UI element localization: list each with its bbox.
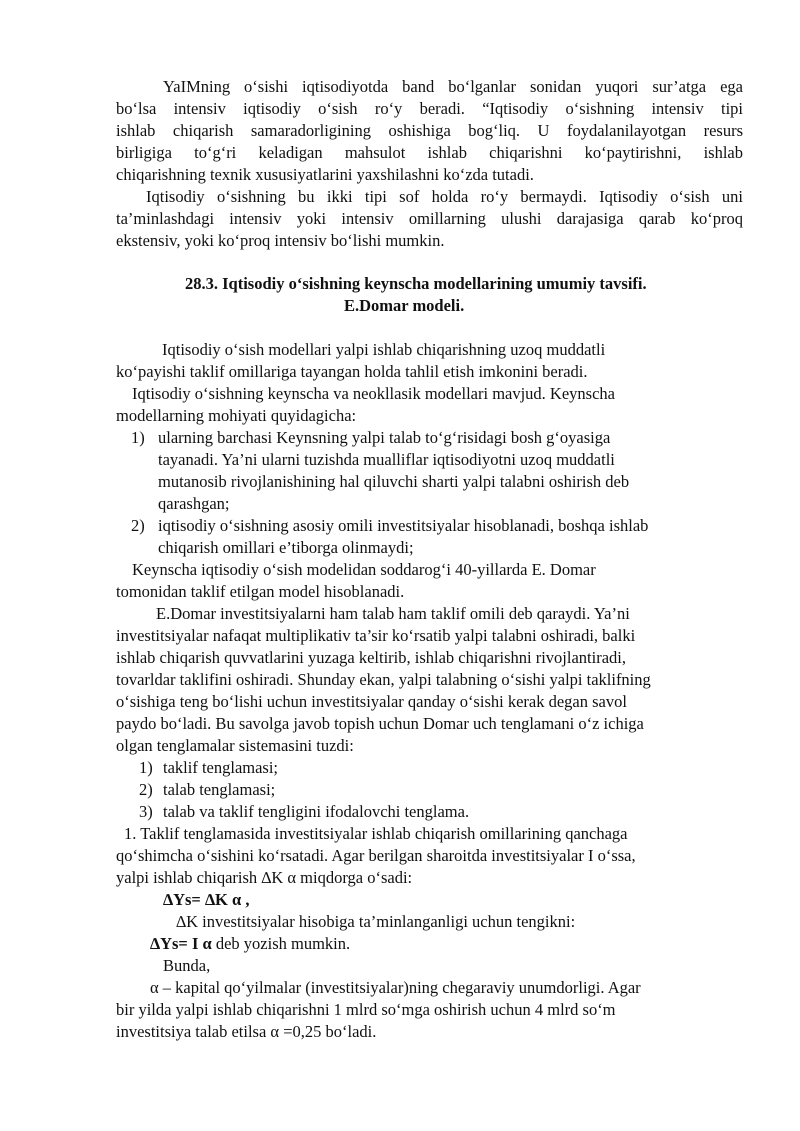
list-number: 3) (139, 802, 153, 821)
list-number: 1) (131, 428, 145, 447)
paragraph-line: Iqtisodiy o‘sish modellari yalpi ishlab chiqarishning uzoq muddatli (162, 340, 606, 359)
formula: ∆Ys= ∆K α , (163, 890, 250, 909)
paragraph-line: olgan tenglamalar sistemasini tuzdi: (116, 736, 354, 755)
paragraph-line: yalpi ishlab chiqarish ∆K α miqdorga o‘sadi: (116, 868, 413, 887)
section-heading: 28.3. Iqtisodiy o‘sishning keynscha modellarining umumiy tavsifi. (185, 274, 647, 293)
paragraph-line: YaIMning o‘sishi iqtisodiyotda band bo‘lganlar sonidan yuqori sur’atga ega (163, 77, 743, 96)
list-number: 2) (131, 516, 145, 535)
list-number: 2) (139, 780, 153, 799)
formula: ∆Ys= I α (150, 934, 212, 953)
paragraph-line: Iqtisodiy o‘sishning keynscha va neokllasik modellari mavjud. Keynscha (132, 384, 615, 403)
paragraph-line: investitsiya talab etilsa α =0,25 bo‘ladi. (116, 1022, 377, 1041)
list-item: ularning barchasi Keynsning yalpi talab to‘g‘risidagi bosh g‘oyasiga (158, 428, 611, 447)
paragraph-line: ishlab chiqarish quvvatlarini yuzaga keltirib, ishlab chiqarishni rivojlantiradi, (116, 648, 626, 667)
paragraph-line: α – kapital qo‘yilmalar (investitsiyalar)ning chegaraviy unumdorligi. Agar (150, 978, 641, 997)
list-item: qarashgan; (158, 494, 230, 513)
list-item: chiqarish omillari e’tiborga olinmaydi; (158, 538, 414, 557)
paragraph-line: ishlab chiqarish samaradorligining oshishiga bog‘liq. U foydalanilayotgan resurs (116, 121, 743, 140)
list-item: talab va taklif tengligini ifodalovchi tenglama. (163, 802, 470, 821)
paragraph-line: tovarldar taklifini oshiradi. Shunday ekan, yalpi talabning o‘sishi yalpi taklifning (116, 670, 651, 689)
paragraph-line: E.Domar investitsiyalarni ham talab ham taklif omili deb qaraydi. Ya’ni (156, 604, 630, 623)
paragraph-line: tomonidan taklif etilgan model hisoblanadi. (116, 582, 405, 601)
paragraph-line: ta’minlashdagi intensiv yoki intensiv omillarning ulushi darajasiga qarab ko‘proq (116, 209, 743, 228)
paragraph-line: Keynscha iqtisodiy o‘sish modelidan soddarog‘i 40-yillarda E. Domar (132, 560, 596, 579)
paragraph-line: Iqtisodiy o‘sishning bu ikki tipi sof holda ro‘y bermaydi. Iqtisodiy o‘sish uni (146, 187, 743, 206)
paragraph-line: bir yilda yalpi ishlab chiqarishni 1 mlrd so‘mga oshirish uchun 4 mlrd so‘m (116, 1000, 616, 1019)
paragraph-line: ko‘payishi taklif omillariga tayangan holda tahlil etish imkonini beradi. (116, 362, 588, 381)
list-item: iqtisodiy o‘sishning asosiy omili investitsiyalar hisoblanadi, boshqa ishlab (158, 516, 649, 535)
paragraph-line: paydo bo‘ladi. Bu savolga javob topish uchun Domar uch tenglamani o‘z ichiga (116, 714, 644, 733)
paragraph-line: bo‘lsa intensiv iqtisodiy o‘sish ro‘y beradi. “Iqtisodiy o‘sishning intensiv tipi (116, 99, 743, 118)
formula-line (150, 933, 350, 955)
paragraph-line: chiqarishning texnik xususiyatlarini yaxshilashni ko‘zda tutadi. (116, 165, 534, 184)
paragraph-line: investitsiyalar nafaqat multiplikativ ta’sir ko‘rsatib yalpi talabni oshiradi, balki (116, 626, 636, 645)
list-number: 1) (139, 758, 153, 777)
list-item: talab tenglamasi; (163, 780, 276, 799)
paragraph-line: o‘sishiga teng bo‘lishi uchun investitsiyalar qanday o‘sishi kerak degan savol (116, 692, 627, 711)
formula-note: ∆K investitsiyalar hisobiga ta’minlanganligi uchun tengikni: (176, 912, 576, 931)
paragraph-line: qo‘shimcha o‘sishini ko‘rsatadi. Agar berilgan sharoitda investitsiyalar I o‘ssa, (116, 846, 636, 865)
list-item: taklif tenglamasi; (163, 758, 279, 777)
formula-tail: deb yozish mumkin. (211, 934, 351, 953)
paragraph-line: birligiga to‘g‘ri keladigan mahsulot ishlab chiqarishni ko‘paytirishni, ishlab (116, 143, 743, 162)
list-item: mutanosib rivojlanishining hal qiluvchi sharti yalpi talabni oshirish deb (158, 472, 630, 491)
section-heading-subtitle: E.Domar modeli. (344, 296, 465, 315)
list-item: tayanadi. Ya’ni ularni tuzishda mualliflar iqtisodiyotni uzoq muddatli (158, 450, 615, 469)
paragraph-line: modellarning mohiyati quyidagicha: (116, 406, 357, 425)
paragraph-line: 1. Taklif tenglamasida investitsiyalar ishlab chiqarish omillarining qanchaga (124, 824, 628, 843)
paragraph-line: ekstensiv, yoki ko‘proq intensiv bo‘lishi mumkin. (116, 231, 445, 250)
paragraph-line: Bunda, (163, 956, 211, 975)
